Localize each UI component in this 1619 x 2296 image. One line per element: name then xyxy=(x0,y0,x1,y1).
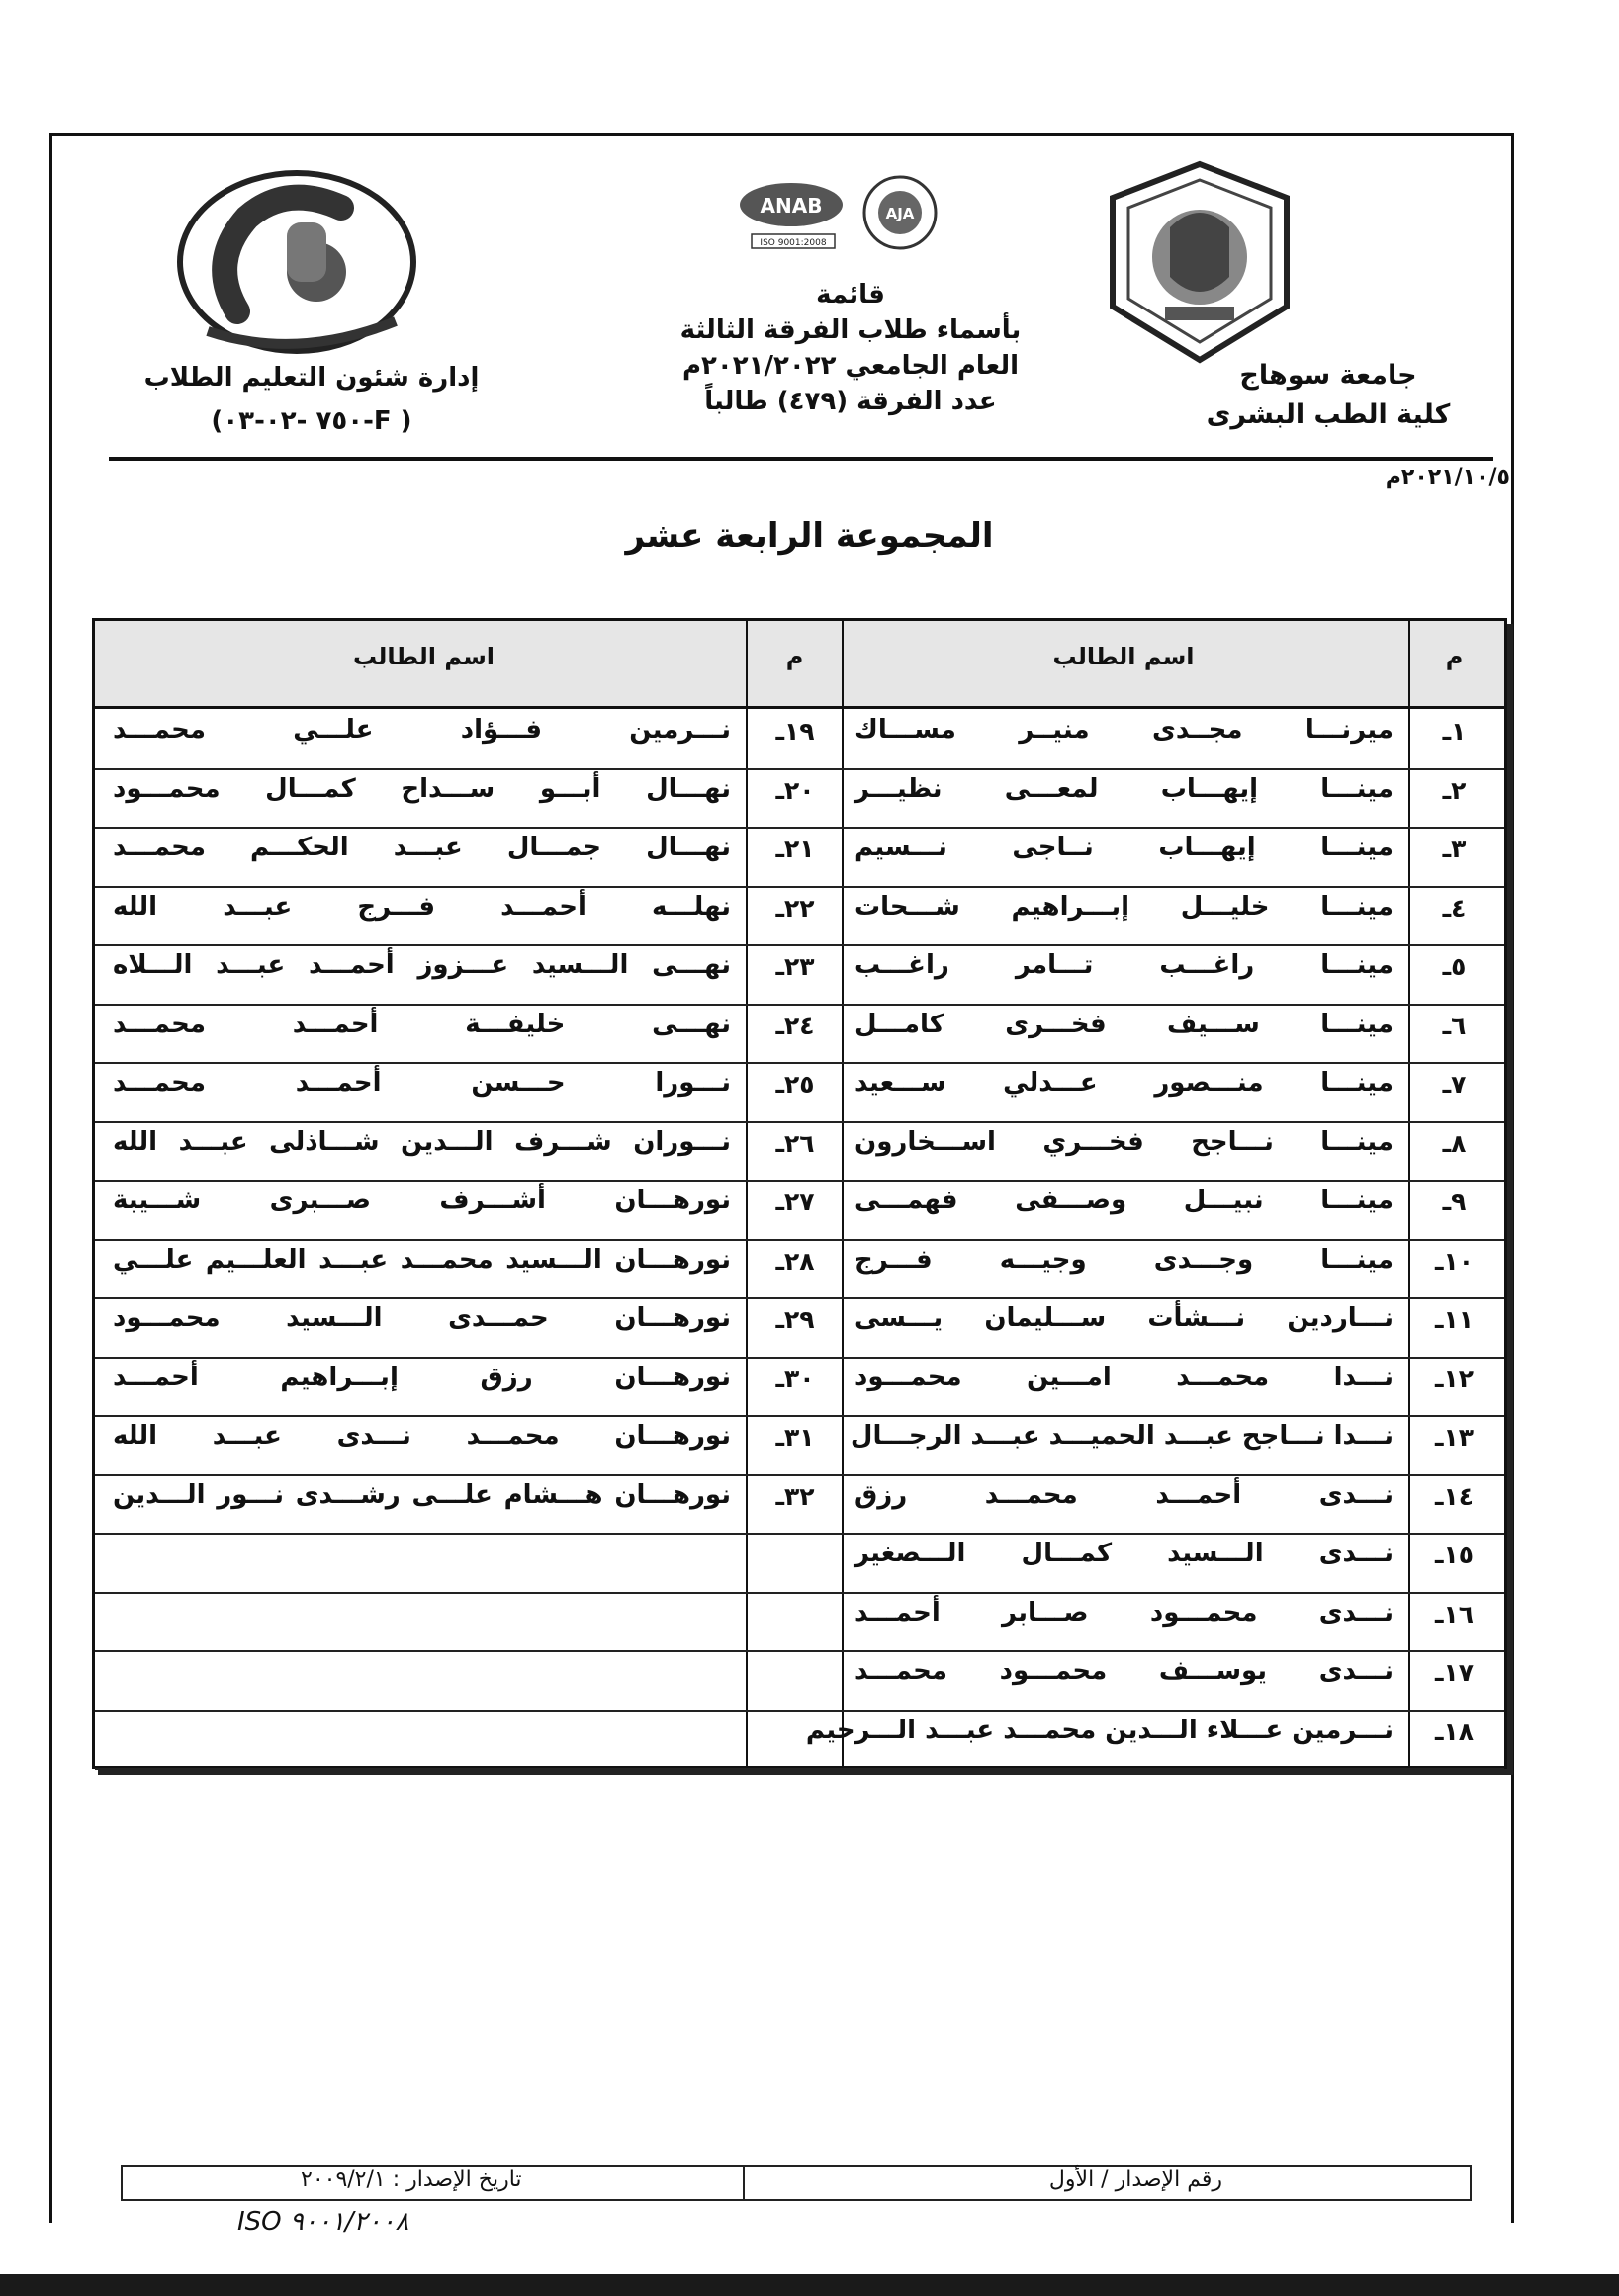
scan-edge xyxy=(0,2274,1619,2296)
university-name: جامعة سوهاج xyxy=(1239,360,1417,391)
student-name-left: نهـــى الـــسيد عـــزوز أحمـــد عبـــد الـــلاه xyxy=(113,950,731,980)
student-name-left: نـــورا حـــسن أحمـــد محمـــد xyxy=(113,1068,731,1098)
table-row xyxy=(95,1710,1504,1771)
student-name-left: نورهـــان حمـــدى الـــسيد محمـــود xyxy=(113,1303,731,1333)
student-name-right: نـــدا نـــاجح عبـــد الحميـــد عبـــد الرجـــال xyxy=(850,1421,1394,1451)
svg-text:ANAB: ANAB xyxy=(760,194,823,218)
table-row xyxy=(95,1533,1504,1594)
student-name-left: نورهـــان هـــشام علـــى رشـــدى نـــور الـــدين xyxy=(113,1479,731,1510)
academic-year: العام الجامعي ٢٠٢١/٢٠٢٢م xyxy=(681,351,1020,381)
student-name-left: نورهـــان أشـــرف صـــبرى شـــيبة xyxy=(113,1186,731,1215)
student-name-right: نـــرمين عـــلاء الـــدين محمـــد عبـــد الـــرحيم xyxy=(805,1715,1394,1745)
accreditation-logos xyxy=(722,173,979,262)
row-number-right: ٩ـ xyxy=(1442,1188,1467,1216)
row-number-right: ٢ـ xyxy=(1442,775,1467,805)
row-number-left: ٢٣ـ xyxy=(775,952,815,981)
row-number-right: ٨ـ xyxy=(1442,1128,1467,1158)
row-number-right: ١٦ـ xyxy=(1434,1599,1475,1629)
row-number-left: ٣١ـ xyxy=(775,1423,815,1452)
issue-number: رقم الإصدار / الأول xyxy=(1048,2167,1222,2192)
row-number-left: ١٩ـ xyxy=(775,717,815,746)
table-row xyxy=(95,768,1504,830)
table-row xyxy=(95,1004,1504,1065)
table-row xyxy=(95,1180,1504,1241)
row-number-right: ١٨ـ xyxy=(1434,1717,1475,1746)
student-name-left: نـــوران شـــرف الـــدين شـــاذلى عبـــد الله xyxy=(113,1126,731,1157)
svg-text:AJA: AJA xyxy=(885,205,915,222)
student-name-left: نـــرمين فـــؤاد علـــي محمـــد xyxy=(113,715,731,745)
student-name-right: مينـــا ســـيف فخـــرى كامـــل xyxy=(854,1009,1394,1039)
row-number-right: ١٣ـ xyxy=(1434,1423,1475,1452)
student-name-left: نهـــال جمـــال عبـــد الحكـــم محمـــد xyxy=(113,833,731,862)
student-name-right: مينـــا راغـــب تـــامر راغـــب xyxy=(854,950,1394,980)
student-name-right: مينـــا نـــاجح فخـــري اســـخارون xyxy=(854,1126,1394,1157)
table-row xyxy=(95,1474,1504,1536)
header-num-right: م xyxy=(1445,643,1464,670)
table-row xyxy=(95,709,1504,770)
header-name-left: اسم الطالب xyxy=(352,643,495,670)
student-name-right: نـــاردين نـــشأت ســـليمان يـــسى xyxy=(854,1303,1394,1333)
table-header xyxy=(95,621,1504,709)
header-name-right: اسم الطالب xyxy=(1052,643,1195,670)
row-number-left: ٢٦ـ xyxy=(775,1128,815,1158)
row-number-left: ٢٠ـ xyxy=(775,775,815,805)
faculty-name: كلية الطب البشرى xyxy=(1206,399,1451,430)
document-date: ٢٠٢١/١٠/٥م xyxy=(1385,465,1510,489)
student-name-right: مينـــا إيهـــاب لمعـــى نظيـــر xyxy=(854,773,1394,804)
row-number-right: ١٧ـ xyxy=(1434,1658,1475,1687)
table-row xyxy=(95,1592,1504,1653)
table-row xyxy=(95,1121,1504,1183)
table-row xyxy=(95,1357,1504,1418)
student-name-right: نـــدى يوســـف محمـــود محمـــد xyxy=(854,1656,1394,1686)
form-code: ( F-٧٥٠ -٠٢-٠٣) xyxy=(211,406,412,436)
document-header xyxy=(49,133,1511,460)
row-number-right: ١١ـ xyxy=(1434,1305,1475,1334)
row-number-right: ٣ـ xyxy=(1442,835,1467,863)
student-name-right: نـــدى محمـــود صـــابر أحمـــد xyxy=(854,1597,1394,1628)
university-info xyxy=(1205,356,1452,435)
student-name-right: مينـــا منـــصور عـــدلي ســـعيد xyxy=(854,1068,1394,1098)
table-row xyxy=(95,1062,1504,1123)
row-number-right: ٦ـ xyxy=(1442,1011,1467,1040)
row-number-left: ٣٢ـ xyxy=(775,1481,815,1511)
student-name-right: نـــدى أحمـــد محمـــد رزق xyxy=(854,1479,1394,1510)
student-name-right: مينـــا وجـــدى وجيـــه فـــرج xyxy=(854,1244,1394,1275)
row-number-right: ١٤ـ xyxy=(1434,1481,1475,1511)
table-row xyxy=(95,1415,1504,1476)
list-subtitle: بأسماء طلاب الفرقة الثالثة xyxy=(679,315,1022,345)
student-name-left: نهـــال أبـــو ســـداح كمـــال محمـــود xyxy=(113,773,731,804)
footer-divider xyxy=(743,2167,745,2199)
row-number-right: ١٠ـ xyxy=(1434,1246,1475,1276)
row-number-right: ٧ـ xyxy=(1442,1070,1467,1099)
students-table xyxy=(92,618,1507,1769)
table-row xyxy=(95,944,1504,1006)
list-info xyxy=(643,277,1058,419)
student-name-right: نـــدا محمـــد امـــين محمـــود xyxy=(854,1362,1394,1392)
student-name-left: نهـــى خليفـــة أحمـــد محمـــد xyxy=(113,1009,731,1039)
student-name-left: نورهـــان محمـــد نـــدى عبـــد الله xyxy=(113,1421,731,1451)
student-name-right: مينـــا نبيـــل وصـــفى فهمـــى xyxy=(854,1186,1394,1215)
student-name-right: نـــدى الـــسيد كمـــال الـــصغير xyxy=(854,1539,1394,1568)
row-number-left: ٢٥ـ xyxy=(775,1070,815,1099)
row-number-left: ٢٨ـ xyxy=(775,1246,815,1276)
student-name-left: نورهـــان رزق إبـــراهيم أحمـــد xyxy=(113,1362,731,1392)
header-divider xyxy=(109,457,1493,461)
student-name-left: نهلـــه أحمـــد فـــرج عبـــد الله xyxy=(113,891,731,922)
row-number-left: ٢٤ـ xyxy=(775,1011,815,1040)
issue-date: تاريخ الإصدار : ٢٠٠٩/٢/١ xyxy=(301,2167,522,2192)
issue-info-box xyxy=(121,2165,1472,2201)
table-row xyxy=(95,1297,1504,1359)
group-title: المجموعة الرابعة عشر xyxy=(625,516,994,556)
student-name-right: ميرنـــا مجــدى منيــر مســـاك xyxy=(854,715,1394,745)
table-row xyxy=(95,886,1504,947)
student-name-right: مينـــا إيهـــاب نــاجى نـــسيم xyxy=(854,833,1394,862)
row-number-right: ١ـ xyxy=(1442,717,1467,746)
table-row xyxy=(95,1650,1504,1712)
student-name-left: نورهـــان الـــسيد محمـــد عبـــد العلـــيم علـــي xyxy=(113,1244,731,1275)
iso-note: ISO ٩٠٠١/٢٠٠٨ xyxy=(237,2207,409,2237)
faculty-logo xyxy=(168,163,425,361)
class-count: عدد الفرقة (٤٧٩) طالباً xyxy=(704,387,997,416)
department-info xyxy=(134,356,490,443)
row-number-right: ٥ـ xyxy=(1442,952,1467,981)
row-number-left: ٢١ـ xyxy=(775,835,815,863)
header-num-left: م xyxy=(785,643,804,670)
table-row xyxy=(95,827,1504,888)
row-number-right: ١٥ـ xyxy=(1434,1541,1475,1569)
row-number-left: ٢٢ـ xyxy=(775,893,815,923)
university-seal xyxy=(1101,158,1299,366)
row-number-right: ٤ـ xyxy=(1442,893,1467,923)
svg-text:ISO 9001:2008: ISO 9001:2008 xyxy=(760,238,827,248)
department-name: إدارة شئون التعليم الطلاب xyxy=(143,363,480,393)
table-row xyxy=(95,1239,1504,1300)
row-number-left: ٣٠ـ xyxy=(775,1364,815,1393)
row-number-right: ١٢ـ xyxy=(1434,1364,1475,1393)
row-number-left: ٢٧ـ xyxy=(775,1188,815,1216)
student-name-right: مينـــا خليـــل إبـــراهيم شـــحات xyxy=(854,891,1394,922)
row-number-left: ٢٩ـ xyxy=(775,1305,815,1334)
list-title: قائمة xyxy=(816,280,885,309)
